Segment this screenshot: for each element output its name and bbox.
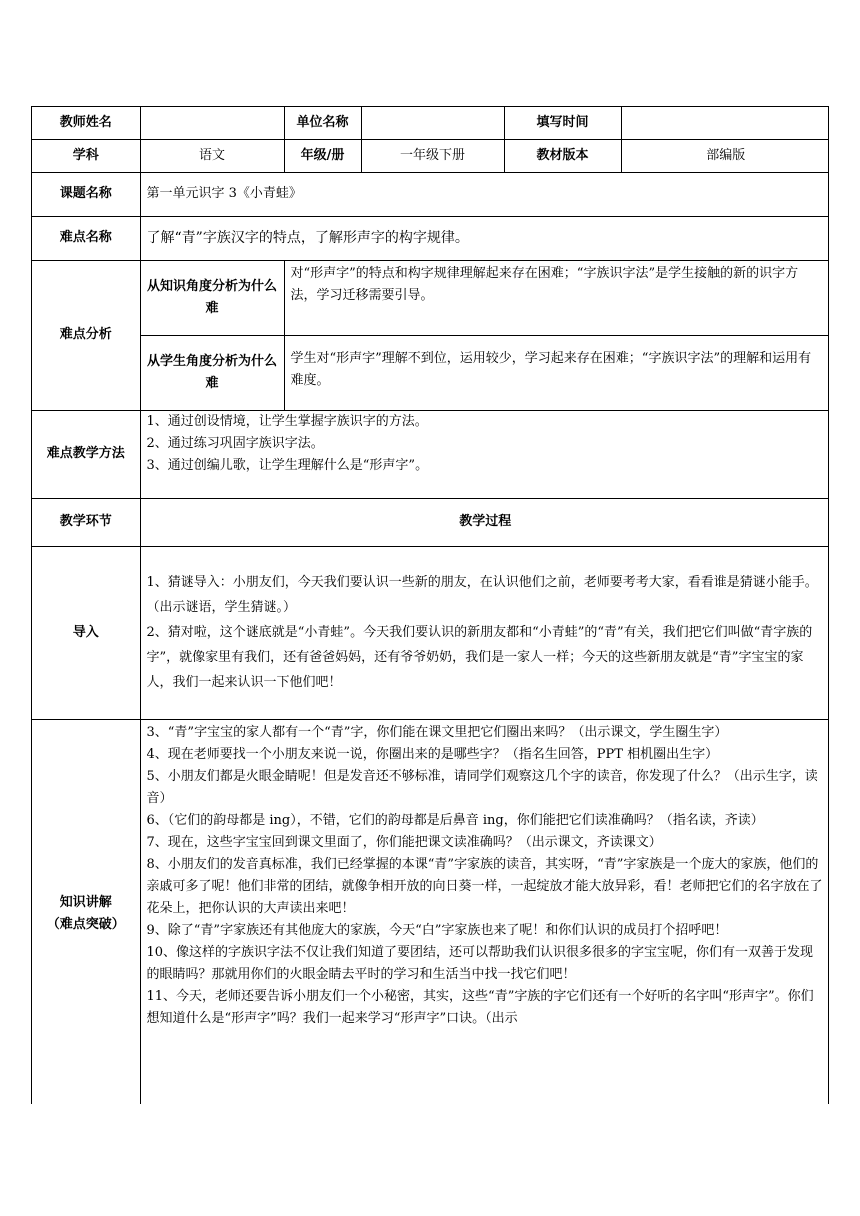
knowledge-angle-text: 对“形声字”的特点和构字规律理解起来存在困难；“字族识字法”是学生接触的新的识字方法，学习迁移需要引导。 — [284, 260, 829, 335]
unit-label: 单位名称 — [284, 107, 361, 139]
grade-label: 年级/册 — [284, 139, 361, 172]
knowledge-paragraph: 8、小朋友们的发音真标准，我们已经掌握的本课“青”字家族的读音，其实呀，“青”字家族是一个庞大的家族，他们的亲戚可多了呢！他们非常的团结，就像争相开放的向日葵一样，一起绽放才能大放异彩，看！老师把它们的名字放在了花朵上，把你认识的大声读出来吧！ — [146, 856, 823, 916]
method-item: 1、通过创设情境，让学生掌握字族识字的方法。 — [146, 413, 428, 429]
topic-value: 第一单元识字 3《小青蛙》 — [140, 172, 829, 216]
knowledge-paragraph: 11、今天，老师还要告诉小朋友们一个小秘密，其实，这些“青”字族的字它们还有一个好听的名字叫“形声字”。你们想知道什么是“形声字”吗？我们一起来学习“形声字”口诀。（出示 — [146, 988, 814, 1026]
student-angle-text: 学生对“形声字”理解不到位，运用较少，学习起来存在困难；“字族识字法”的理解和运用有难度。 — [284, 335, 829, 410]
difficulty-value: 了解“青”字族汉字的特点，了解形声字的构字规律。 — [140, 216, 829, 260]
knowledge-paragraph: 4、现在老师要找一个小朋友来说一说，你圈出来的是哪些字？（指名生回答，PPT 相机圈出生字） — [146, 746, 719, 762]
intro-content — [140, 546, 829, 719]
knowledge-row — [32, 719, 829, 1104]
analysis-row-knowledge — [32, 260, 829, 335]
analysis-row-student — [32, 335, 829, 410]
knowledge-angle-label: 从知识角度分析为什么难 — [140, 260, 284, 335]
lesson-plan-table — [32, 107, 829, 1104]
intro-row — [32, 546, 829, 719]
knowledge-content — [140, 719, 829, 1104]
difficulty-row — [32, 216, 829, 260]
knowledge-label-line2: （难点突破） — [46, 917, 125, 932]
subject-value: 语文 — [140, 139, 284, 172]
student-angle-label: 从学生角度分析为什么难 — [140, 335, 284, 410]
edition-label: 教材版本 — [504, 139, 621, 172]
method-item: 3、通过创编儿歌，让学生理解什么是“形声字”。 — [146, 457, 429, 473]
process-header: 教学过程 — [140, 498, 829, 546]
info-row-1 — [32, 107, 829, 139]
knowledge-paragraph: 9、除了“青”字家族还有其他庞大的家族，今天“白”字家族也来了呢！和你们认识的成员打个招呼吧！ — [146, 922, 728, 938]
knowledge-label — [32, 719, 140, 1104]
method-item: 2、通过练习巩固字族识字法。 — [146, 435, 324, 451]
intro-paragraph: 2、猜对啦，这个谜底就是“小青蛙”。今天我们要认识的新朋友都和“小青蛙”的“青”有关，我们把它们叫做“青字族的字”，就像家里有我们，还有爸爸妈妈，还有爷爷奶奶，我们是一家人一样；今天的这些新朋友就是“青”字宝宝的家人，我们一起来认识一下他们吧！ — [146, 625, 813, 690]
process-header-row — [32, 498, 829, 546]
fill-time-value — [621, 107, 829, 139]
knowledge-paragraphs — [147, 722, 825, 1105]
knowledge-paragraph: 6、（它们的韵母都是 ing），不错，它们的韵母都是后鼻音 ing，你们能把它们读准确吗？（指名读，齐读） — [146, 812, 764, 828]
info-row-2 — [32, 139, 829, 172]
knowledge-paragraph: 7、现在，这些字宝宝回到课文里面了，你们能把课文读准确吗？（出示课文，齐读课文） — [146, 834, 662, 850]
method-list — [140, 410, 829, 498]
knowledge-paragraph: 3、“青”字宝宝的家人都有一个“青”字，你们能在课文里把它们圈出来吗？（出示课文，学生圈生字） — [146, 724, 728, 740]
topic-label: 课题名称 — [32, 172, 140, 216]
subject-label: 学科 — [32, 139, 140, 172]
method-row — [32, 410, 829, 498]
unit-value — [361, 107, 504, 139]
knowledge-label-line1: 知识讲解 — [59, 895, 112, 910]
grade-value: 一年级下册 — [361, 139, 504, 172]
analysis-label: 难点分析 — [32, 260, 140, 410]
knowledge-paragraph: 5、小朋友们都是火眼金睛呢！但是发音还不够标准，请同学们观察这几个字的读音，你发现了什么？（出示生字，读音） — [146, 768, 818, 806]
method-label: 难点教学方法 — [32, 410, 140, 498]
stage-header: 教学环节 — [32, 498, 140, 546]
knowledge-paragraph: 10、像这样的字族识字法不仅让我们知道了要团结，还可以帮助我们认识很多很多的字宝宝呢，你们有一双善于发现的眼睛吗？那就用你们的火眼金睛去平时的学习和生活当中找一找它们吧！ — [146, 944, 814, 982]
fill-time-label: 填写时间 — [504, 107, 621, 139]
edition-value: 部编版 — [621, 139, 829, 172]
teacher-name-label: 教师姓名 — [32, 107, 140, 139]
teacher-name-value — [140, 107, 284, 139]
intro-paragraph: 1、猜谜导入：小朋友们，今天我们要认识一些新的朋友，在认识他们之前，老师要考考大家，看看谁是猜谜小能手。（出示谜语，学生猜谜。） — [146, 575, 818, 615]
lesson-plan-document — [31, 106, 829, 1104]
difficulty-label: 难点名称 — [32, 216, 140, 260]
topic-row — [32, 172, 829, 216]
intro-label: 导入 — [32, 546, 140, 719]
